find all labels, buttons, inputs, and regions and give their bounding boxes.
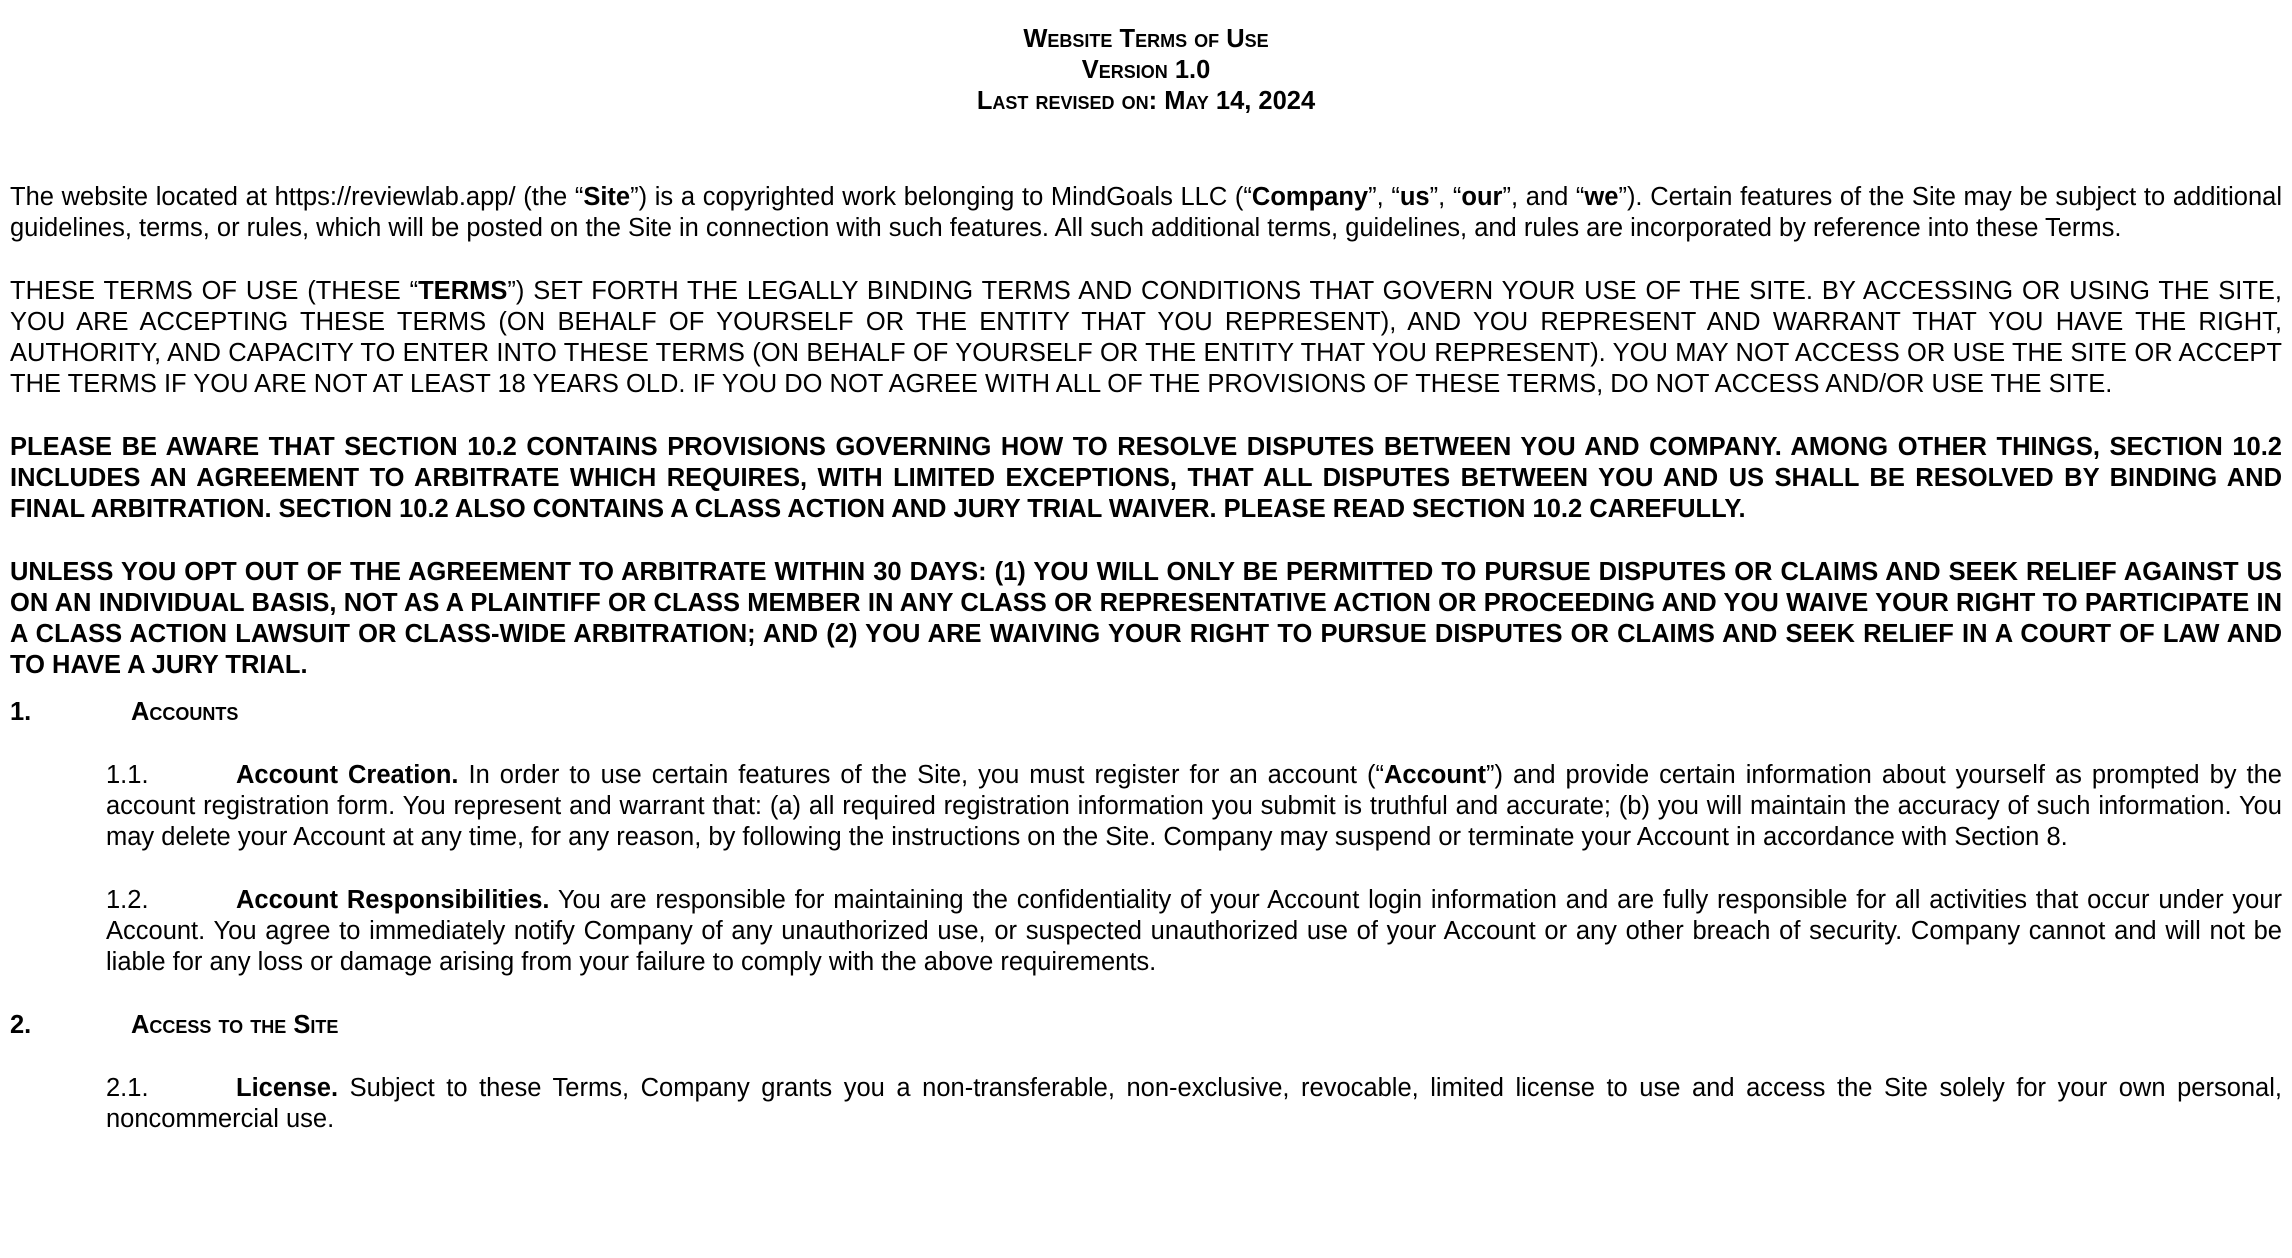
defined-term-company: Company — [1251, 183, 1369, 211]
subsection-2-1 — [106, 1073, 2282, 1135]
last-revised-line — [0, 86, 2292, 117]
subsection-number: 1.2. — [106, 886, 149, 914]
section-title: Access to the Site — [131, 1011, 339, 1039]
document-header — [0, 0, 2292, 117]
terms-text: ”) SET FORTH THE LEGALLY BINDING TERMS AND CONDITIONS THAT GOVERN YOUR USE OF THE SITE. BY ACCESSING OR USING THE SITE, YOU ARE ACCEPTING THESE TERMS (ON BEHALF OF YOURSELF OR THE ENTITY THAT YOU REPRESENT), AND YOU REPRESENT AND WARRANT THAT YOU HAVE THE RIGHT, AUTHORITY, AND CAPACITY TO ENTER INTO THESE TERMS (ON BEHALF OF YOURSELF OR THE ENTITY THAT YOU REPRESENT). YOU MAY NOT ACCESS OR USE THE SITE OR ACCEPT THE TERMS IF YOU ARE NOT AT LEAST 18 YEARS OLD. IF YOU DO NOT AGREE WITH ALL OF THE PROVISIONS OF THESE TERMS, DO NOT ACCESS AND/OR USE THE SITE. — [10, 277, 2282, 398]
intro-paragraph — [10, 182, 2282, 244]
document-version: Version 1.0 — [1081, 56, 1211, 84]
document-body — [10, 182, 2282, 1135]
terms-paragraph — [10, 276, 2282, 400]
subsection-heading: Account Responsibilities. — [236, 886, 550, 914]
section-number: 1. — [10, 698, 32, 726]
last-revised-date: May 14, 2024 — [1164, 87, 1316, 115]
intro-text: ”). Certain features of the Site may be subject to additional guidelines, terms, or rules, which will be posted on the Site in connection with such features. All such additional terms, guidelines, and rules are incorporated by reference into these Terms. — [10, 183, 2282, 242]
defined-term-terms: TERMS — [418, 277, 508, 305]
defined-term-we: we — [1584, 183, 1619, 211]
subsection-heading: License. — [236, 1074, 339, 1102]
subsection-number: 2.1. — [106, 1074, 149, 1102]
subsection-1-1 — [106, 760, 2282, 853]
intro-text: ”) is a copyrighted work belonging to MindGoals LLC (“ — [630, 183, 1252, 211]
defined-term-site: Site — [583, 183, 631, 211]
subsection-1-2 — [106, 885, 2282, 978]
defined-term-account: Account — [1383, 761, 1486, 789]
opt-out-paragraph: UNLESS YOU OPT OUT OF THE AGREEMENT TO ARBITRATE WITHIN 30 DAYS: (1) YOU WILL ONLY BE PERMITTED TO PURSUE DISPUTES OR CLAIMS AND SEEK RELIEF AGAINST US ON AN INDIVIDUAL BASIS, NOT AS A PLAINTIFF OR CLASS MEMBER IN ANY CLASS OR REPRESENTATIVE ACTION OR PROCEEDING AND YOU WAIVE YOUR RIGHT TO PARTICIPATE IN A CLASS ACTION LAWSUIT OR CLASS-WIDE ARBITRATION; AND (2) YOU ARE WAIVING YOUR RIGHT TO PURSUE DISPUTES OR CLAIMS AND SEEK RELIEF IN A COURT OF LAW AND TO HAVE A JURY TRIAL. — [10, 558, 2282, 679]
defined-term-our: our — [1461, 183, 1503, 211]
intro-text: ”, and “ — [1502, 183, 1585, 211]
document-title: Website Terms of Use — [1023, 25, 1269, 53]
subsection-text: In order to use certain features of the Site, you must register for an account (“ — [458, 761, 1384, 789]
subsection-heading: Account Creation. — [236, 761, 459, 789]
terms-text: THESE TERMS OF USE (THESE “ — [10, 277, 419, 305]
subsection-text: You are responsible for maintaining the confidentiality of your Account login information and are fully responsible for all activities that occur under your Account. You agree to immediately notify Company of any unauthorized use, or suspected unauthorized use of your Account or any other breach of security. Company cannot and will not be liable for any loss or damage arising from your failure to comply with the above requirements. — [106, 886, 2283, 976]
section-2-heading — [10, 1010, 2282, 1041]
defined-term-us: us — [1399, 183, 1430, 211]
section-title: Accounts — [131, 698, 239, 726]
intro-text: ”, “ — [1429, 183, 1462, 211]
last-revised-label: Last revised on: — [976, 87, 1158, 115]
subsection-text: ”) and provide certain information about yourself as prompted by the account registration form. You represent and warrant that: (a) all required registration information you submit is truthful and accurate; (b) you will maintain the accuracy of such information. You may delete your Account at any time, for any reason, by following the instructions on the Site. Company may suspend or terminate your Account in accordance with Section 8. — [106, 761, 2282, 851]
section-1-heading — [10, 697, 2282, 728]
intro-text: The website located at https://reviewlab.app/ (the “ — [10, 183, 584, 211]
subsection-text: Subject to these Terms, Company grants you a non-transferable, non-exclusive, revocable, limited license to use and access the Site solely for your own personal, noncommercial use. — [106, 1074, 2282, 1133]
subsection-number: 1.1. — [106, 761, 149, 789]
section-number: 2. — [10, 1011, 32, 1039]
intro-text: ”, “ — [1368, 183, 1400, 211]
arbitration-notice-paragraph: PLEASE BE AWARE THAT SECTION 10.2 CONTAINS PROVISIONS GOVERNING HOW TO RESOLVE DISPUTES BETWEEN YOU AND COMPANY. AMONG OTHER THINGS, SECTION 10.2 INCLUDES AN AGREEMENT TO ARBITRATE WHICH REQUIRES, WITH LIMITED EXCEPTIONS, THAT ALL DISPUTES BETWEEN YOU AND US SHALL BE RESOLVED BY BINDING AND FINAL ARBITRATION. SECTION 10.2 ALSO CONTAINS A CLASS ACTION AND JURY TRIAL WAIVER. PLEASE READ SECTION 10.2 CAREFULLY. — [10, 433, 2282, 523]
